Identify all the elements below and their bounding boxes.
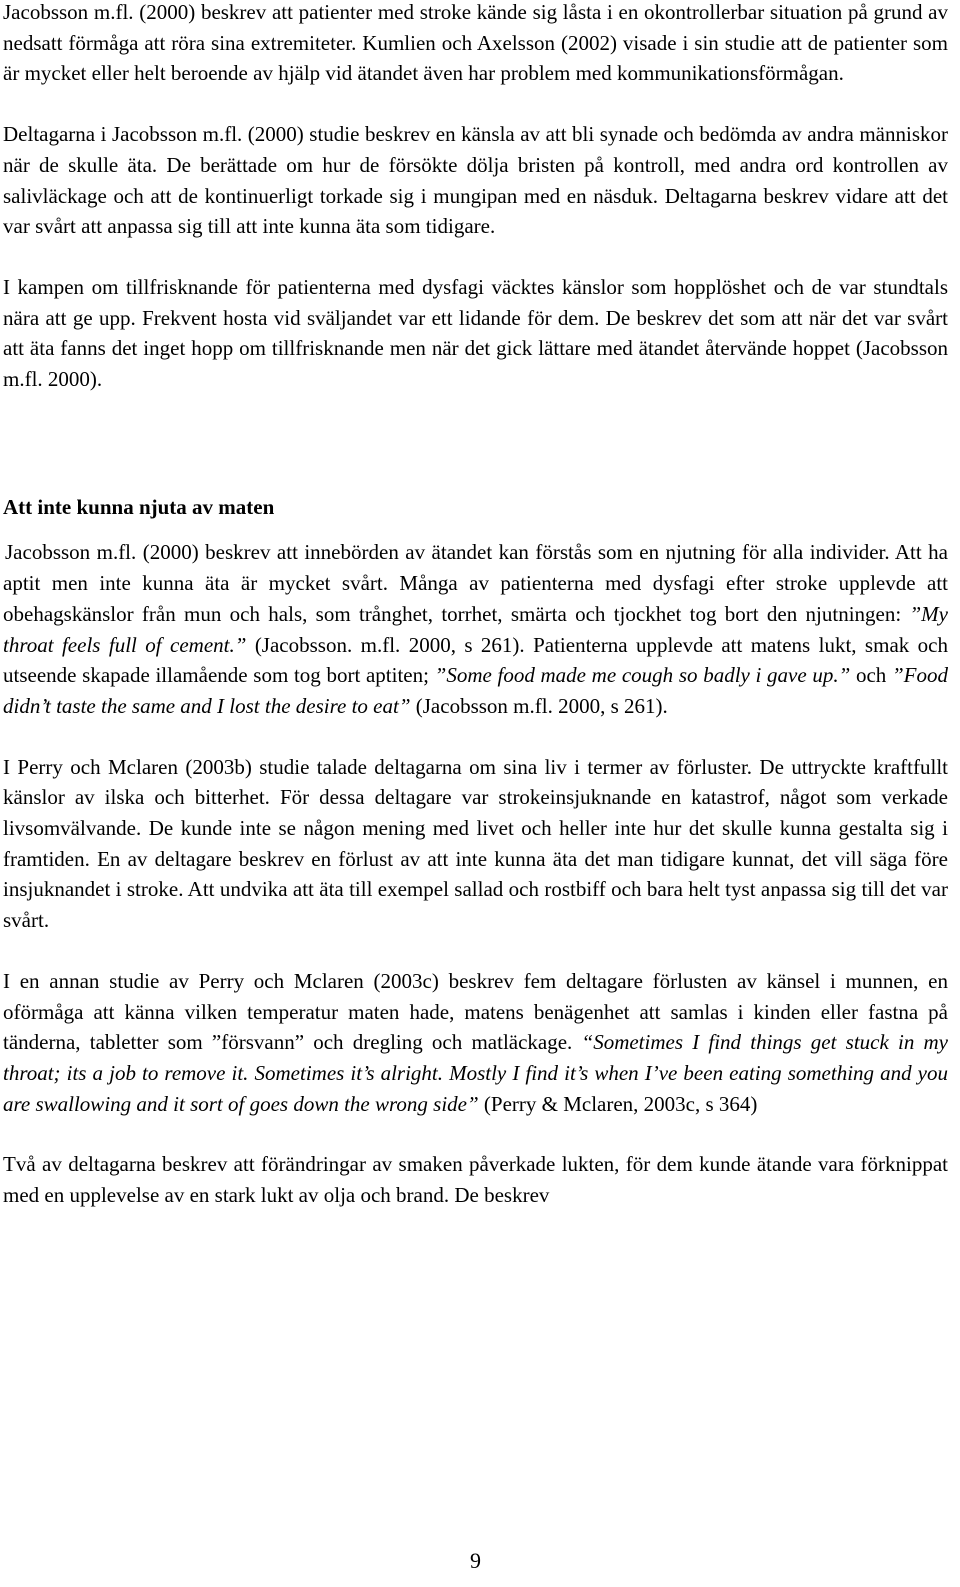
paragraph-perry-sensation — [3, 966, 948, 1120]
paragraph-hopelessness: I kampen om tillfrisknande för patienterna med dysfagi väcktes känslor som hopplöshet och de var stundtals nära att ge upp. Frekvent hosta vid sväljandet var ett lidande för dem. De beskrev det som att när det var svårt att äta fanns det inget hopp om tillfrisknande men när det gick lättare med ätandet återvände hoppet (Jacobsson m.fl. 2000). — [3, 274, 948, 392]
page-number: 9 — [470, 1548, 481, 1573]
quote-text: ”Food didn’t taste the same and I lost the desire to eat” — [3, 663, 948, 718]
paragraph-text: Jacobsson m.fl. (2000) beskrev att innebörden av ätandet kan förstås som en njutning för alla individer. Att ha aptit men inte kunna äta är mycket svårt. Många av patienterna med dysfagi efter stroke upplevde att obehagskänslor från mun och hals, som trånghet, torrhet, smärta och tjockhet tog bort den njutningen: — [3, 540, 948, 626]
paragraph-text: (Jacobsson. m.fl. 2000, s 261). Patienterna upplevde att matens lukt, smak och utseende skapade illamående som tog bort aptiten; — [3, 632, 948, 688]
document-page — [3, 0, 948, 1211]
quote-text: ”Some food made me cough so badly i gave up.” — [434, 663, 851, 688]
section-heading: Att inte kunna njuta av maten — [3, 494, 275, 519]
paragraph-text: (Jacobsson m.fl. 2000, s 261). — [410, 693, 668, 718]
paragraph-taste-smell: Två av deltagarna beskrev att förändringar av smaken påverkade lukten, för dem kunde ätande vara förknippat med en upplevelse av en stark lukt av olja och brand. De beskrev — [3, 1152, 948, 1208]
paragraph-jacobsson-extremities: Jacobsson m.fl. (2000) beskrev att patienter med stroke kände sig låsta i en okontrollerbar situation på grund av nedsatt förmåga att röra sina extremiteter. Kumlien och Axelsson (2002) visade i sin studie att de patienter som är mycket eller helt beroende av hjälp vid ätandet även har problem med kommunikationsförmågan. — [3, 0, 948, 86]
quote-text: “Sometimes I find things get stuck in my throat; its a job to remove it. Sometimes it’s alright. Mostly I find it’s when I’ve been eating something and you are swallowing and it sort of goes down the wrong side” — [3, 1030, 949, 1116]
paragraph-jacobsson-judged: Deltagarna i Jacobsson m.fl. (2000) studie beskrev en känsla av att bli synade och bedömda av andra människor när de skulle äta. De berättade om hur de försökte dölja bristen på kontroll, med andra ord kontrollen av salivläckage och att de kontinuerligt torkade sig i mungipan med en näsduk. Deltagarna beskrev vidare att det var svårt att anpassa sig till att inte kunna äta som tidigare. — [3, 122, 948, 239]
paragraph-perry-losses: I Perry och Mclaren (2003b) studie talade deltagarna om sina liv i termer av förluster. De uttryckte kraftfullt känslor av ilska och bitterhet. För dessa deltagare var strokeinsjuknande en katastrof, något som verkade livsomvälvande. De kunde inte se någon mening med livet och heller inte hur det skulle kunna gestalta sig i framtiden. En av deltagare beskrev en förlust av att inte kunna äta det man tidigare kunnat, det vill säga före insjuknandet i stroke. Att undvika att äta till exempel sallad och rostbiff och bara helt tyst anpassa sig till det var svårt. — [3, 754, 948, 933]
paragraph-text: (Perry & Mclaren, 2003c, s 364) — [478, 1091, 758, 1116]
paragraph-enjoyment — [3, 537, 948, 721]
quote-text: ”My throat feels full of cement.” — [3, 601, 948, 657]
paragraph-text: I en annan studie av Perry och Mclaren (2003c) beskrev fem deltagare förlusten av känsel i munnen, en oförmåga att känna vilken temperatur maten hade, matens benägenhet att samlas i kinden eller fastna på tänderna, tabletter som ”försvann” och dregling och matläckage. — [3, 968, 948, 1055]
paragraph-text: och — [850, 663, 892, 688]
